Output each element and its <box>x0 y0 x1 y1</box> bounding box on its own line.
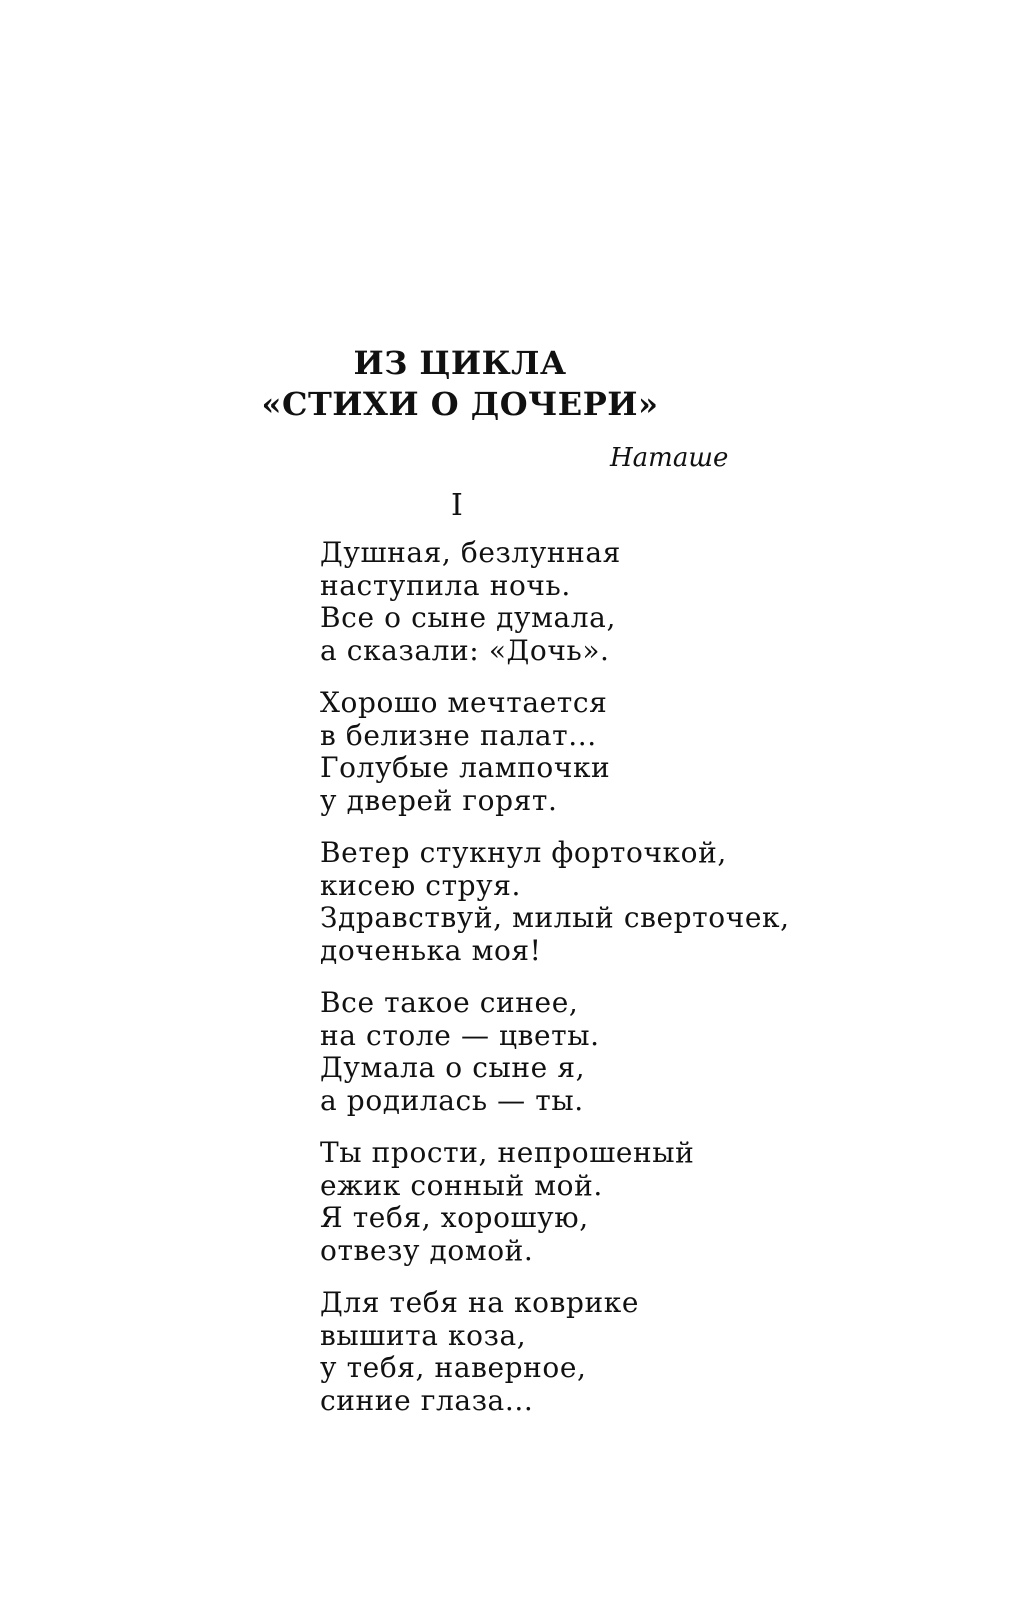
stanza <box>320 1137 960 1267</box>
section-number: I <box>451 488 463 523</box>
poem-line: у дверей горят. <box>320 783 558 817</box>
poem-line: а сказали: «Дочь». <box>320 633 610 667</box>
poem-line: отвезу домой. <box>320 1233 534 1267</box>
poem-line: наступила ночь. <box>320 568 571 602</box>
poem-line: доченька моя! <box>320 933 542 967</box>
poem-line: у тебя, наверное, <box>320 1351 587 1384</box>
stanza <box>320 1287 960 1417</box>
poem-line: вышита коза, <box>320 1318 527 1352</box>
poem-line: кисею струя. <box>320 868 522 902</box>
poem-line: Голубые лампочки <box>320 751 611 784</box>
poem-line: Здравствуй, милый сверточек, <box>320 901 790 934</box>
stanza <box>320 837 960 967</box>
poem-line: Все такое синее, <box>320 986 579 1019</box>
poem-line: ежик сонный мой. <box>320 1168 603 1202</box>
poem-line: на столе — цветы. <box>320 1018 600 1052</box>
poem-line: Ветер стукнул форточкой, <box>320 836 727 869</box>
poem-line: Для тебя на коврике <box>320 1286 640 1319</box>
poem-line: Душная, безлунная <box>320 536 621 569</box>
poem-line: а родилась — ты. <box>320 1083 584 1117</box>
poem-line: Ты прости, непрошеный <box>320 1136 695 1169</box>
title-line-1: ИЗ ЦИКЛА <box>353 344 567 382</box>
poem-line: Я тебя, хорошую, <box>320 1201 589 1234</box>
poem-line: Хорошо мечтается <box>320 686 608 719</box>
stanza <box>320 687 960 817</box>
dedication: Наташе <box>610 443 729 473</box>
poem-line: Все о сыне думала, <box>320 601 616 634</box>
title-line-2: «СТИХИ О ДОЧЕРИ» <box>261 385 659 423</box>
poem-line: в белизне палат... <box>320 718 597 752</box>
poem <box>320 537 960 1437</box>
poem-line: синие глаза... <box>320 1383 534 1417</box>
stanza <box>320 537 960 667</box>
stanza <box>320 987 960 1117</box>
poem-line: Думала о сыне я, <box>320 1051 586 1084</box>
